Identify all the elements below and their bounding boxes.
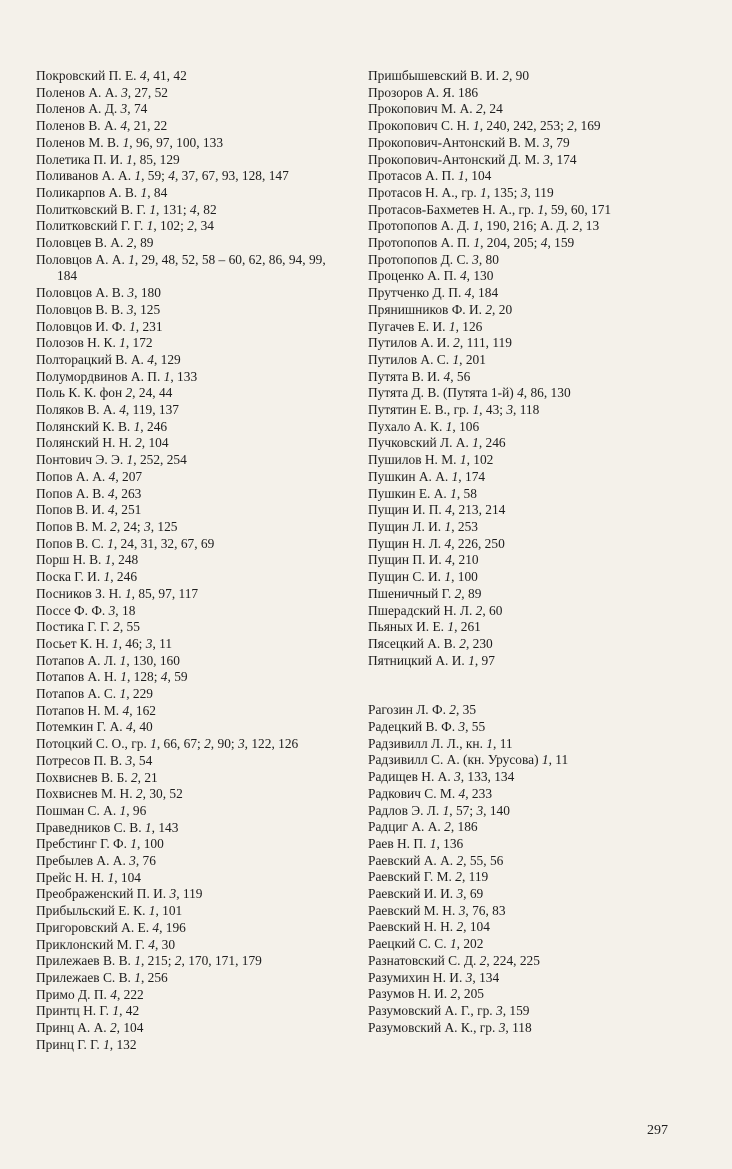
index-entry: Пучковский Л. А. 1, 246 [368, 435, 506, 451]
index-entry: Пущин Л. И. 1, 253 [368, 518, 478, 534]
index-entry: Протасов-Бахметев Н. А., гр. 1, 59, 60, 171 [368, 201, 612, 217]
volume-number: 1 [541, 752, 549, 768]
volume-number: 1 [486, 735, 493, 751]
index-entry: Прилежаев С. В. 1, 256 [36, 969, 168, 985]
index-entry: Пошман С. А. 1, 96 [36, 802, 147, 818]
volume-number: 1 [442, 802, 450, 818]
volume-number: 1 [120, 669, 127, 685]
volume-number: 1 [150, 736, 157, 752]
volume-number: 1 [111, 635, 119, 651]
index-entry: Поль К. К. фон 2, 24, 44 [36, 385, 173, 401]
index-entry: Пшеничный Г. 2, 89 [368, 585, 482, 601]
volume-number: 4 [168, 168, 175, 184]
index-entry: Пухало А. К. 1, 106 [368, 418, 480, 434]
index-entry: Разумов Н. И. 2, 205 [368, 986, 484, 1002]
index-entry: Попов А. А. 4, 207 [36, 468, 143, 484]
volume-number: 2 [450, 986, 458, 1002]
volume-number: 1 [537, 201, 545, 217]
index-entry: Пригоровский А. Е. 4, 196 [36, 919, 186, 935]
volume-number: 4 [444, 535, 452, 551]
volume-number: 1 [473, 118, 480, 134]
volume-number: 1 [107, 869, 115, 885]
index-entry: Пребылев А. А. 3, 76 [36, 853, 156, 869]
index-entry: Радзивилл С. А. (кн. Урусова) 1, 11 [368, 752, 569, 768]
volume-number: 1 [149, 201, 157, 217]
volume-number: 1 [134, 953, 141, 969]
index-entry: Приклонский М. Г. 4, 30 [36, 936, 176, 952]
volume-number: 1 [122, 134, 130, 150]
index-entry: Половцов И. Ф. 1, 231 [36, 318, 163, 334]
index-entry: Протопопов А. Д. 1, 190, 216; А. Д. 2, 13 [368, 218, 600, 234]
index-entry: Половцов В. В. 3, 125 [36, 301, 161, 317]
volume-number: 3 [108, 602, 116, 618]
volume-number: 1 [445, 418, 453, 434]
volume-number: 4 [147, 351, 154, 367]
volume-number: 3 [476, 802, 484, 818]
index-entry: Половцов А. А. 1, 29, 48, 52, 58 – 60, 62, 86, 94, 99, 184 [36, 251, 326, 284]
index-entry: Раев Н. П. 1, 136 [368, 835, 464, 851]
index-entry: Полумордвинов А. П. 1, 133 [36, 368, 198, 384]
index-entry: Поссе Ф. Ф. 3, 18 [36, 602, 136, 618]
volume-number: 3 [543, 151, 550, 167]
volume-number: 1 [119, 802, 127, 818]
index-entry: Похвиснев В. Б. 2, 21 [36, 769, 158, 785]
index-entry: Путята В. И. 4, 56 [368, 368, 471, 384]
index-entry: Принц А. А. 2, 104 [36, 1020, 144, 1036]
index-entry: Примо Д. П. 4, 222 [36, 986, 144, 1002]
index-entry: Пшерадский Н. Л. 2, 60 [368, 602, 503, 618]
index-entry: Прилежаев В. В. 1, 215; 2, 170, 171, 179 [36, 953, 262, 969]
volume-number: 4 [540, 235, 548, 251]
index-entry: Похвиснев М. Н. 2, 30, 52 [36, 786, 183, 802]
index-entry: Поска Г. И. 1, 246 [36, 569, 138, 585]
volume-number: 2 [453, 335, 460, 351]
index-entry: Пугачев Е. И. 1, 126 [368, 318, 483, 334]
volume-number: 3 [498, 1019, 506, 1035]
volume-number: 1 [448, 318, 456, 334]
page-number: 297 [647, 1123, 668, 1138]
volume-number: 1 [444, 518, 452, 534]
volume-number: 2 [455, 869, 462, 885]
index-entry: Прянишников Ф. И. 2, 20 [368, 301, 513, 317]
volume-number: 1 [129, 318, 136, 334]
volume-number: 4 [445, 502, 452, 518]
volume-number: 4 [517, 385, 524, 401]
index-entry: Прокопович-Антонский В. М. 3, 79 [368, 134, 570, 150]
volume-number: 4 [120, 118, 128, 134]
index-entry: Пясецкий А. В. 2, 230 [368, 635, 493, 651]
index-entry: Прокопович-Антонский Д. М. 3, 174 [368, 151, 577, 167]
index-entry: Поленов А. Д. 3, 74 [36, 101, 148, 117]
index-entry: Потоцкий С. О., гр. 1, 66, 67; 2, 90; 3, 122, 126 [36, 736, 299, 752]
volume-number: 1 [472, 402, 480, 418]
index-entry: Путятин Е. В., гр. 1, 43; 3, 118 [368, 402, 540, 418]
volume-number: 4 [445, 552, 452, 568]
index-entry: Полетика П. И. 1, 85, 129 [36, 151, 180, 167]
index-entry: Пришбышевский В. И. 2, 90 [368, 68, 530, 83]
index-entry: Раевский Н. Н. 2, 104 [368, 919, 490, 935]
volume-number: 1 [472, 218, 480, 234]
index-entry: Раецкий С. С. 1, 202 [368, 936, 484, 952]
index-entry: Попов А. В. 4, 263 [36, 485, 142, 501]
volume-number: 2 [572, 218, 580, 234]
index-entry: Прокопович С. Н. 1, 240, 242, 253; 2, 169 [368, 118, 601, 134]
volume-number: 4 [148, 936, 155, 952]
index-entry: Попов В. М. 2, 24; 3, 125 [36, 518, 178, 534]
index-entry: Радкович С. М. 4, 233 [368, 785, 493, 801]
index-entry: Поляков В. А. 4, 119, 137 [36, 402, 179, 418]
index-entry: Путилов А. С. 1, 201 [368, 351, 486, 367]
volume-number: 1 [107, 535, 114, 551]
volume-number: 4 [139, 68, 147, 83]
index-entry: Пушкин Е. А. 1, 58 [368, 485, 477, 501]
volume-number: 1 [126, 151, 133, 167]
volume-number: 3 [144, 518, 151, 534]
index-entry: Покровский П. Е. 4, 41, 42 [36, 68, 187, 83]
volume-number: 1 [451, 468, 459, 484]
index-entry: Пущин Н. Л. 4, 226, 250 [368, 535, 505, 551]
index-entry: Посьет К. Н. 1, 46; 3, 11 [36, 635, 173, 651]
volume-number: 4 [443, 368, 451, 384]
volume-number: 2 [475, 101, 483, 117]
volume-number: 3 [120, 101, 128, 117]
volume-number: 1 [119, 335, 126, 351]
index-entry: Разумихин Н. И. 3, 134 [368, 969, 500, 985]
index-entry: Полянский Н. Н. 2, 104 [36, 435, 169, 451]
volume-number: 2 [567, 118, 574, 134]
index-entry: Половцов А. В. 3, 180 [36, 285, 161, 301]
index-entry: Постика Г. Г. 2, 55 [36, 619, 140, 635]
volume-number: 1 [459, 452, 467, 468]
volume-number: 3 [126, 301, 134, 317]
volume-number: 3 [129, 853, 136, 869]
index-entry: Протопопов Д. С. 3, 80 [368, 251, 499, 267]
volume-number: 4 [107, 502, 115, 518]
index-entry: Прокопович М. А. 2, 24 [368, 101, 503, 117]
volume-number: 1 [134, 168, 142, 184]
index-entry: Радлов Э. Л. 1, 57; 3, 140 [368, 802, 510, 818]
volume-number: 2 [125, 385, 133, 401]
index-entry: Потемкин Г. А. 4, 40 [36, 719, 153, 735]
index-entry: Порш Н. В. 1, 248 [36, 552, 139, 568]
volume-number: 1 [146, 218, 154, 234]
index-entry: Путята Д. В. (Путята 1-й) 4, 86, 130 [368, 385, 571, 401]
index-entry: Поленов М. В. 1, 96, 97, 100, 133 [36, 134, 224, 150]
volume-number: 2 [110, 518, 117, 534]
volume-number: 4 [459, 268, 467, 284]
index-entry: Преображенский П. И. 3, 119 [36, 886, 203, 902]
volume-number: 2 [502, 68, 509, 83]
volume-number: 3 [520, 184, 528, 200]
index-entry: Путилов А. И. 2, 111, 119 [368, 335, 512, 351]
index-section-r [368, 702, 671, 1036]
index-entry: Потапов А. С. 1, 229 [36, 686, 153, 702]
index-entry: Полторацкий В. А. 4, 129 [36, 351, 181, 367]
index-entry: Прейс Н. Н. 1, 104 [36, 869, 141, 885]
index-entry: Радецкий В. Ф. 3, 55 [368, 719, 486, 735]
index-entry: Разумовский А. К., гр. 3, 118 [368, 1019, 532, 1035]
volume-number: 1 [447, 619, 455, 635]
index-entry: Политковский В. Г. 1, 131; 4, 82 [36, 201, 217, 217]
volume-number: 1 [449, 936, 457, 952]
volume-number: 4 [108, 468, 116, 484]
index-entry: Полозов Н. К. 1, 172 [36, 335, 153, 351]
volume-number: 3 [145, 635, 153, 651]
volume-number: 1 [452, 351, 460, 367]
index-entry: Попов В. С. 1, 24, 31, 32, 67, 69 [36, 535, 215, 551]
index-entry: Раевский М. Н. 3, 76, 83 [368, 902, 506, 918]
volume-number: 1 [163, 368, 171, 384]
volume-number: 3 [237, 736, 245, 752]
index-entry: Поленов В. А. 4, 21, 22 [36, 118, 168, 134]
volume-number: 4 [107, 485, 115, 501]
index-entry: Радищев Н. А. 3, 133, 134 [368, 769, 515, 785]
volume-number: 2 [187, 218, 194, 234]
volume-number: 2 [204, 736, 211, 752]
index-entry: Потапов А. Л. 1, 130, 160 [36, 652, 180, 668]
index-column-right [368, 68, 671, 1036]
volume-number: 1 [444, 569, 452, 585]
volume-number: 2 [459, 635, 466, 651]
volume-number: 1 [126, 452, 134, 468]
volume-number: 3 [495, 1002, 503, 1018]
volume-number: 2 [126, 235, 134, 251]
volume-number: 4 [119, 402, 126, 418]
volume-number: 4 [152, 919, 160, 935]
index-entry: Пущин И. П. 4, 213, 214 [368, 502, 506, 518]
index-section-p [368, 68, 671, 669]
index-entry: Полянский К. В. 1, 246 [36, 418, 168, 434]
volume-number: 1 [133, 418, 141, 434]
volume-number: 3 [458, 719, 466, 735]
volume-number: 1 [472, 435, 479, 451]
volume-number: 2 [135, 435, 142, 451]
volume-number: 1 [124, 585, 132, 601]
volume-number: 1 [457, 168, 465, 184]
volume-number: 4 [464, 285, 472, 301]
index-entry: Раевский А. А. 2, 55, 56 [368, 852, 504, 868]
volume-number: 1 [119, 686, 127, 702]
volume-number: 4 [122, 702, 130, 718]
volume-number: 2 [444, 819, 451, 835]
volume-number: 1 [473, 235, 481, 251]
volume-number: 3 [458, 902, 466, 918]
volume-number: 2 [109, 1020, 117, 1036]
index-entry: Пьяных И. Е. 1, 261 [368, 619, 481, 635]
index-entry: Прозоров А. Я. 186 [368, 84, 479, 100]
index-entry: Поленов А. А. 3, 27, 52 [36, 84, 168, 100]
index-entry: Раевский И. И. 3, 69 [368, 886, 484, 902]
section-gap [368, 669, 671, 702]
volume-number: 3 [454, 769, 461, 785]
index-entry: Потапов Н. М. 4, 162 [36, 702, 156, 718]
index-entry: Раевский Г. М. 2, 119 [368, 869, 489, 885]
volume-number: 3 [465, 969, 473, 985]
index-entry: Попов В. И. 4, 251 [36, 502, 142, 518]
volume-number: 4 [110, 986, 117, 1002]
volume-number: 1 [134, 969, 141, 985]
volume-number: 1 [128, 251, 135, 267]
index-entry: Разумовский А. Г., гр. 3, 159 [368, 1002, 530, 1018]
volume-number: 2 [449, 702, 456, 718]
index-entry: Пушилов Н. М. 1, 102 [368, 452, 494, 468]
volume-number: 1 [148, 903, 156, 919]
index-entry: Радзивилл Л. Л., кн. 1, 11 [368, 735, 513, 751]
volume-number: 1 [112, 1003, 120, 1019]
volume-number: 1 [119, 652, 127, 668]
volume-number: 1 [480, 184, 487, 200]
index-entry: Пушкин А. А. 1, 174 [368, 468, 486, 484]
volume-number: 4 [125, 719, 133, 735]
index-entry: Разнатовский С. Д. 2, 224, 225 [368, 952, 540, 968]
index-entry: Посников З. Н. 1, 85, 97, 117 [36, 585, 199, 601]
volume-number: 3 [169, 886, 177, 902]
volume-number: 1 [130, 836, 137, 852]
volume-number: 1 [140, 184, 148, 200]
index-entry: Рагозин Л. Ф. 2, 35 [368, 702, 477, 718]
volume-number: 4 [458, 785, 466, 801]
volume-number: 2 [479, 952, 487, 968]
index-entry: Прибыльский Е. К. 1, 101 [36, 903, 183, 919]
index-entry: Протасов Н. А., гр. 1, 135; 3, 119 [368, 184, 554, 200]
index-entry: Поливанов А. А. 1, 59; 4, 37, 67, 93, 128, 147 [36, 168, 289, 184]
volume-number: 1 [104, 552, 112, 568]
index-entry: Протопопов А. П. 1, 204, 205; 4, 159 [368, 235, 575, 251]
index-entry: Потресов П. В. 3, 54 [36, 752, 153, 768]
index-entry: Проценко А. П. 4, 130 [368, 268, 494, 284]
index-entry: Протасов А. П. 1, 104 [368, 168, 492, 184]
volume-number: 1 [429, 835, 437, 851]
volume-number: 2 [456, 919, 464, 935]
volume-number: 3 [125, 752, 133, 768]
volume-number: 3 [542, 134, 550, 150]
volume-number: 3 [127, 285, 135, 301]
volume-number: 2 [135, 786, 143, 802]
volume-number: 3 [121, 84, 128, 100]
volume-number: 2 [475, 602, 483, 618]
index-entry: Радциг А. А. 2, 186 [368, 819, 478, 835]
index-entry: Поликарпов А. В. 1, 84 [36, 184, 168, 200]
volume-number: 2 [174, 953, 182, 969]
volume-number: 1 [103, 1036, 110, 1052]
index-entry: Пущин С. И. 1, 100 [368, 569, 478, 585]
index-entry: Прутченко Д. П. 4, 184 [368, 285, 499, 301]
volume-number: 4 [189, 201, 197, 217]
volume-number: 2 [454, 585, 462, 601]
volume-number: 1 [450, 485, 457, 501]
index-entry: Праведников С. В. 1, 143 [36, 819, 179, 835]
volume-number: 3 [472, 251, 479, 267]
volume-number: 1 [468, 652, 475, 668]
volume-number: 4 [160, 669, 168, 685]
index-entry: Потапов А. Н. 1, 128; 4, 59 [36, 669, 188, 685]
index-entry: Половцев В. А. 2, 89 [36, 235, 154, 251]
index-entry: Пятницкий А. И. 1, 97 [368, 652, 495, 668]
index-entry: Пребстинг Г. Ф. 1, 100 [36, 836, 164, 852]
volume-number: 1 [144, 819, 152, 835]
index-entry: Принтц Н. Г. 1, 42 [36, 1003, 140, 1019]
volume-number: 2 [456, 852, 464, 868]
index-entry: Пущин П. И. 4, 210 [368, 552, 479, 568]
volume-number: 3 [456, 886, 464, 902]
index-entry: Понтович Э. Э. 1, 252, 254 [36, 452, 187, 468]
volume-number: 3 [506, 402, 514, 418]
index-column-left [36, 68, 349, 1053]
index-entry: Политковский Г. Г. 1, 102; 2, 34 [36, 218, 214, 234]
volume-number: 2 [130, 769, 138, 785]
volume-number: 1 [103, 569, 111, 585]
volume-number: 2 [113, 619, 120, 635]
volume-number: 2 [485, 301, 493, 317]
index-entry: Принц Г. Г. 1, 132 [36, 1036, 137, 1052]
